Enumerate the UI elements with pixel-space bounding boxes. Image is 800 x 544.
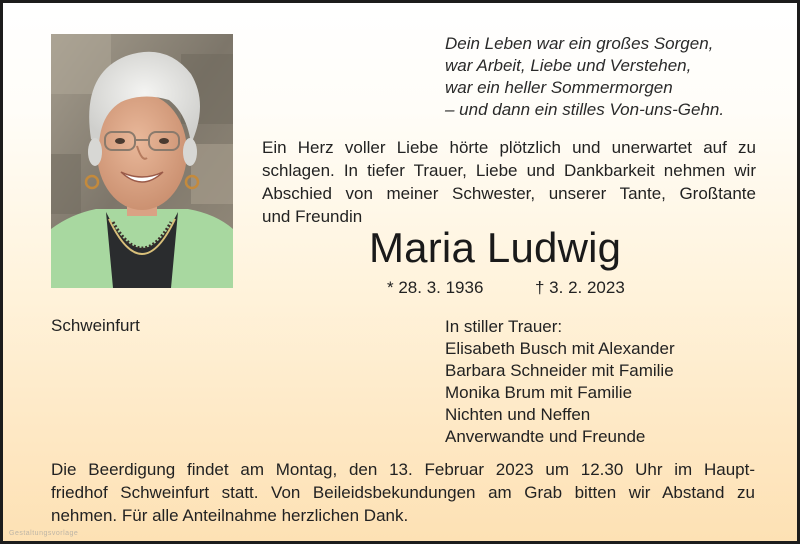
mourner-entry: Anverwandte und Freunde <box>445 427 646 446</box>
funeral-line: nehmen. Für alle Anteilnahme herzlichen Dank. <box>51 506 409 525</box>
intro-line: schlagen. In tiefer Trauer, Liebe und Dankbarkeit nehmen wir <box>262 161 756 180</box>
mourner-entry: Nichten und Neffen <box>445 405 591 424</box>
funeral-notice <box>51 458 755 527</box>
deceased-name: Maria Ludwig <box>369 224 622 271</box>
poem-line: war ein heller Sommermorgen <box>445 78 673 97</box>
intro-line: Abschied von meiner Schwester, unserer Tante, Großtante <box>262 184 756 203</box>
death-date: † 3. 2. 2023 <box>535 278 625 297</box>
intro-line: Ein Herz voller Liebe hörte plötzlich und unerwartet auf zu <box>262 138 756 157</box>
funeral-line: friedhof Schweinfurt statt. Von Beileidsbekundungen am Grab bitten wir Abstand zu <box>51 483 755 502</box>
poem <box>445 33 724 121</box>
mourner-entry: Elisabeth Busch mit Alexander <box>445 339 675 358</box>
mourner-entry: Monika Brum mit Familie <box>445 383 633 402</box>
layout-credit: Gestaltungsvorlage <box>9 530 79 537</box>
poem-line: – und dann ein stilles Von-uns-Gehn. <box>445 100 725 119</box>
intro-line: und Freundin <box>262 207 363 226</box>
mourner-entry: Barbara Schneider mit Familie <box>445 361 674 380</box>
intro-text <box>262 136 756 228</box>
mourners-list <box>445 316 675 448</box>
poem-line: war Arbeit, Liebe und Verstehen, <box>445 56 692 75</box>
birth-date: * 28. 3. 1936 <box>387 278 484 297</box>
portrait-photo <box>51 34 233 288</box>
poem-line: Dein Leben war ein großes Sorgen, <box>445 34 714 53</box>
place-name: Schweinfurt <box>51 316 140 335</box>
mourners-heading: In stiller Trauer: <box>445 317 563 336</box>
funeral-line: Die Beerdigung findet am Montag, den 13. Februar 2023 um 12.30 Uhr im Haupt- <box>51 460 755 479</box>
